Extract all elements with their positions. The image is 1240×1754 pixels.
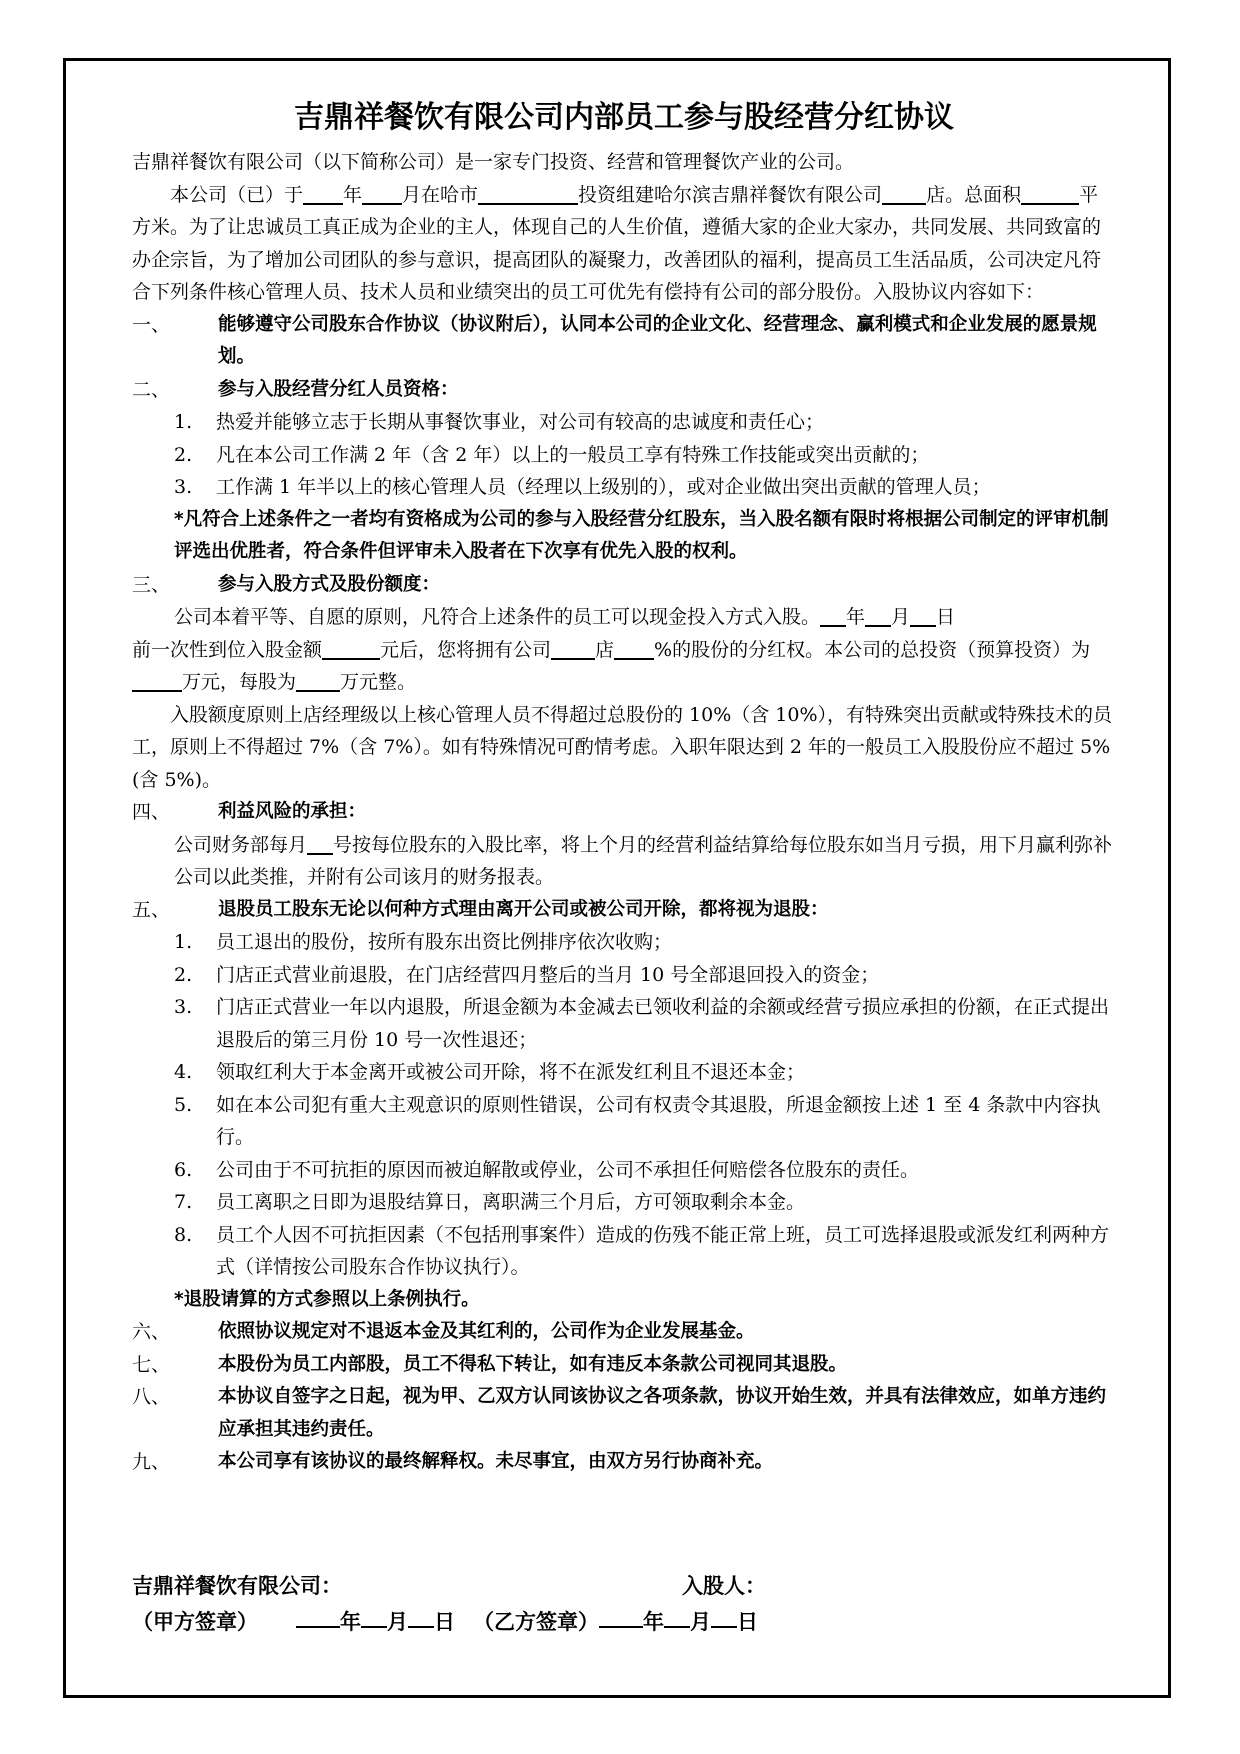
section-number: 九、 (132, 1451, 171, 1473)
store-blank (882, 181, 926, 205)
party-b-day-blank (711, 1604, 737, 1628)
para1-text-d: 投资组建哈尔滨吉鼎祥餐饮有限公司 (578, 183, 883, 206)
signature-block (132, 1568, 1116, 1640)
list-item (174, 926, 1116, 959)
section-text: 能够遵守公司股东合作协议（协议附后），认同本公司的企业文化、经营理念、赢利模式和企业发展的愿景规划。 (218, 313, 1097, 367)
item-text: 门店正式营业前退股，在门店经营四月整后的当月 10 号全部退回投入的资金； (216, 963, 880, 986)
month-blank (865, 603, 891, 627)
spacer (455, 1604, 473, 1640)
section-title: 参与入股方式及股份额度： (218, 573, 441, 595)
party-a-day-label: 日 (434, 1610, 455, 1634)
s3-text-f: 万元，每股为 (182, 671, 297, 693)
date-blank (307, 831, 333, 855)
section-2 (132, 374, 1116, 407)
area-blank (1021, 181, 1079, 205)
item-number: 2. (174, 963, 193, 986)
s3-text-c: 元后，您将拥有公司 (380, 638, 552, 661)
section-6 (132, 1316, 1116, 1349)
item-text: 公司由于不可抗拒的原因而被迫解散或停业，公司不承担任何赔偿各位股东的责任。 (216, 1158, 920, 1181)
s3-year-label: 年 (846, 606, 866, 628)
month-blank (362, 181, 402, 205)
s3-text-a: 公司本着平等、自愿的原则，凡符合上述条件的员工可以现金投入方式入股。 (174, 606, 821, 628)
item-number: 8. (174, 1223, 193, 1246)
party-b-day-label: 日 (737, 1610, 758, 1634)
qualification-note: *凡符合上述条件之一者均有资格成为公司的参与入股经营分红股东，当入股名额有限时将根据公司制定的评审机制评选出优胜者，符合条件但评审未入股者在下次享有优先入股的权利。 (174, 508, 1109, 562)
year-blank (303, 181, 343, 205)
section-number: 四、 (132, 801, 171, 823)
section-3 (132, 569, 1116, 602)
withdrawal-note: *退股请算的方式参照以上条例执行。 (174, 1288, 480, 1310)
list-item (174, 959, 1116, 992)
item-number: 2. (174, 443, 193, 466)
item-text: 热爱并能够立志于长期从事餐饮事业，对公司有较高的忠诚度和责任心； (216, 411, 825, 433)
party-a-year-label: 年 (340, 1610, 361, 1634)
section-number: 七、 (132, 1353, 171, 1376)
qualification-list (132, 406, 1116, 504)
item-number: 7. (174, 1191, 193, 1213)
list-item (174, 471, 1116, 504)
list-item (174, 1056, 1116, 1089)
section-5 (132, 894, 1116, 927)
party-b-year-label: 年 (643, 1610, 664, 1634)
party-b-year-blank (599, 1604, 643, 1628)
item-text: 门店正式营业一年以内退股，所退金额为本金减去已领收利益的余额或经营亏损应承担的份额，在正式提出退股后的第三月份 10 号一次性退还； (216, 996, 1110, 1051)
section-text: 依照协议规定对不退返本金及其红利的，公司作为企业发展基金。 (218, 1321, 755, 1342)
section-title: 退股员工股东无论以何种方式理由离开公司或被公司开除，都将视为退股： (218, 898, 829, 920)
list-item (174, 1186, 1116, 1219)
item-number: 6. (174, 1158, 193, 1181)
party-a-month-blank (361, 1604, 387, 1628)
party-b-month-blank (664, 1604, 690, 1628)
s3-day-label: 日 (936, 606, 956, 628)
item-number: 1. (174, 411, 193, 433)
percent-blank (614, 636, 654, 660)
item-number: 5. (174, 1093, 193, 1116)
section-text: 本公司享有该协议的最终解释权。未尽事宜，由双方另行协商补充。 (218, 1451, 774, 1472)
para1-text-b: 年 (343, 183, 363, 206)
section-title: 利益风险的承担： (218, 801, 367, 822)
section-number: 五、 (132, 898, 171, 921)
document-body (132, 96, 1116, 1479)
section-9 (132, 1446, 1116, 1479)
party-b-month-label: 月 (690, 1610, 711, 1634)
section-text: 本股份为员工内部股，员工不得私下转让，如有违反本条款公司视同其退股。 (218, 1353, 848, 1375)
location-blank (478, 181, 578, 205)
item-text: 员工离职之日即为退股结算日，离职满三个月后，方可领取剩余本金。 (216, 1191, 806, 1213)
list-item (174, 1219, 1116, 1284)
para1-text-c: 月在哈市 (402, 183, 479, 206)
section-number: 一、 (132, 313, 171, 336)
party-b-stamp: （乙方签章） (473, 1610, 599, 1634)
item-text: 员工个人因不可抗拒因素（不包括刑事案件）造成的伤残不能正常上班，员工可选择退股或派发红利两种方式（详情按公司股东合作协议执行）。 (216, 1223, 1110, 1278)
para1-text-e: 店。总面积 (926, 183, 1022, 206)
item-number: 3. (174, 996, 193, 1018)
section-number: 三、 (132, 573, 171, 596)
item-text: 工作满 1 年半以上的核心管理人员（经理以上级别的），或对企业做出突出贡献的管理人员； (216, 476, 991, 498)
share-limit-paragraph: 入股额度原则上店经理级以上核心管理人员不得超过总股份的 10%（含 10%），有特殊突出贡献或特殊技术的员工，原则上不得超过 7%（含 7%）。如有特殊情况可酌情考虑。入职年限达到 2 年的一般员工入股股份应不超过 5%(含 5%)。 (132, 703, 1113, 791)
para1-text-a: 本公司（已）于 (170, 183, 304, 206)
background-paragraph (132, 179, 1116, 309)
per-share-blank (296, 668, 340, 692)
investment-paragraph (132, 601, 1116, 634)
section-number: 六、 (132, 1321, 171, 1343)
s3-text-e: %的股份的分红权。本公司的总投资（预算投资）为 (654, 638, 1091, 661)
item-number: 4. (174, 1061, 193, 1083)
list-item (174, 1089, 1116, 1154)
s4-text-b: 号按每位股东的入股比率，将上个月的经营利益结算给每位股东如当月亏损，用下月赢利弥补公司以此类推，并附有公司该月的财务报表。 (174, 833, 1113, 888)
section-1 (132, 309, 1116, 374)
list-item (174, 1154, 1116, 1187)
store-blank (551, 636, 595, 660)
list-item (174, 991, 1116, 1056)
party-a-stamp: （甲方签章） (132, 1610, 258, 1634)
party-a-month-label: 月 (387, 1610, 408, 1634)
party-a-day-blank (408, 1604, 434, 1628)
withdrawal-list (132, 926, 1116, 1284)
list-item (174, 406, 1116, 439)
party-a-year-blank (296, 1604, 340, 1628)
item-number: 1. (174, 931, 193, 953)
s3-month-label: 月 (891, 606, 911, 628)
profit-risk-paragraph (132, 829, 1116, 894)
section-text: 本协议自签字之日起，视为甲、乙双方认同该协议之各项条款，协议开始生效，并具有法律效应，如单方违约应承担其违约责任。 (218, 1386, 1107, 1440)
amount-blank (322, 636, 380, 660)
section-4 (132, 796, 1116, 829)
section-number: 八、 (132, 1386, 171, 1408)
s3-text-g: 万元整。 (340, 671, 417, 693)
list-item (174, 439, 1116, 472)
section-7 (132, 1349, 1116, 1382)
spacer (258, 1604, 296, 1640)
total-investment-blank (132, 668, 182, 692)
section-title: 参与入股经营分红人员资格： (218, 378, 459, 400)
signature-dates (132, 1604, 1116, 1640)
day-blank (910, 603, 936, 627)
signature-parties (132, 1568, 1116, 1604)
intro-paragraph: 吉鼎祥餐饮有限公司（以下简称公司）是一家专门投资、经营和管理餐饮产业的公司。 (132, 151, 855, 173)
item-text: 员工退出的股份，按所有股东出资比例排序依次收购； (216, 931, 673, 953)
s3-text-b: 前一次性到位入股金额 (132, 638, 323, 661)
item-text: 如在本公司犯有重大主观意识的原则性错误，公司有权责令其退股，所退金额按上述 1 至 4 条款中内容执行。 (216, 1093, 1101, 1148)
year-blank (820, 603, 846, 627)
company-label: 吉鼎祥餐饮有限公司： (132, 1574, 342, 1598)
section-number: 二、 (132, 378, 171, 401)
section-8 (132, 1381, 1116, 1446)
item-text: 凡在本公司工作满 2 年（含 2 年）以上的一般员工享有特殊工作技能或突出贡献的； (216, 443, 930, 466)
document-title: 吉鼎祥餐饮有限公司内部员工参与股经营分红协议 (294, 100, 954, 135)
s4-text-a: 公司财务部每月 (174, 833, 308, 856)
item-text: 领取红利大于本金离开或被公司开除，将不在派发红利且不退还本金； (216, 1061, 806, 1083)
shareholder-label: 入股人： (682, 1574, 766, 1598)
investment-amount-paragraph (132, 634, 1116, 699)
s3-text-d: 店 (595, 638, 615, 661)
item-number: 3. (174, 476, 193, 498)
para1-text-f: 平方米。为了让忠诚员工真正成为企业的主人，体现自己的人生价值，遵循大家的企业大家办，共同发展、共同致富的办企宗旨，为了增加公司团队的参与意识，提高团队的凝聚力，改善团队的福利，提高员工生活品质，公司决定凡符合下列条件核心管理人员、技术人员和业绩突出的员工可优先有偿持有公司的部分股份。入股协议内容如下： (132, 183, 1102, 303)
